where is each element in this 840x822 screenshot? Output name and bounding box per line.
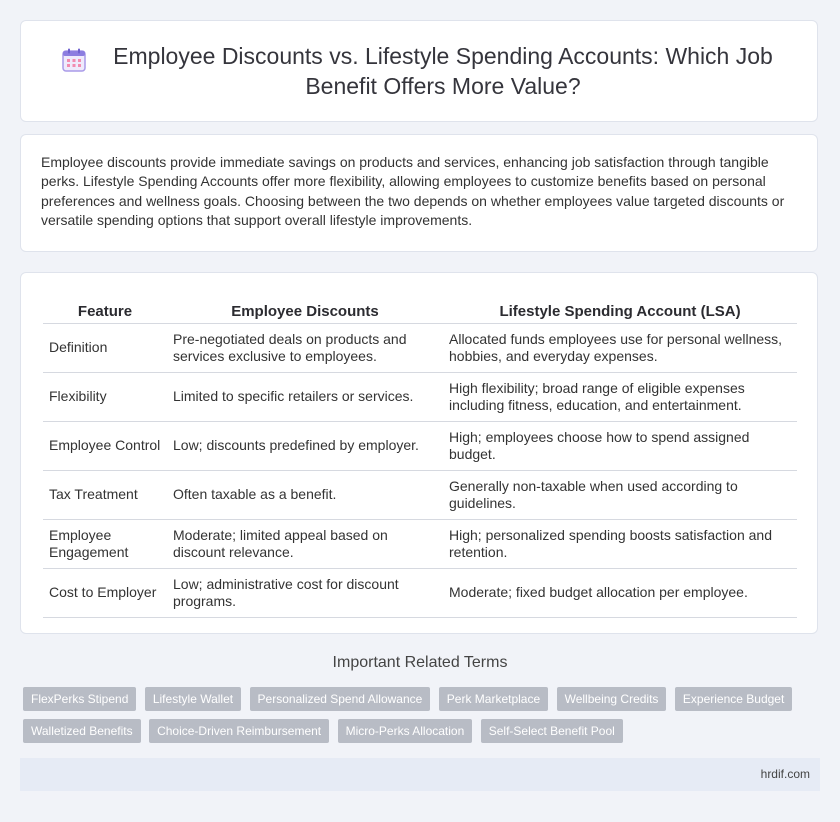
footer-site[interactable]: hrdif.com [760,767,810,781]
row-lsa: Moderate; fixed budget allocation per employee. [443,569,797,618]
intro-paragraph: Employee discounts provide immediate savings on products and services, enhancing job satisfaction through tangible perks. Lifestyle Spending Accounts offer more flexibility, allowing employees to customize benefits based on personal preferences and wellness goals. Choosing between the two depends on whether employees value targeted discounts or versatile spending options that support overall lifestyle improvements. [41,154,785,229]
table-row [43,569,797,618]
row-lsa: High; personalized spending boosts satisfaction and retention. [443,520,797,569]
header-feature: Feature [43,295,167,324]
header-employee-discounts: Employee Discounts [167,295,443,324]
table-row [43,471,797,520]
comparison-table [43,295,797,618]
tag-walletized-benefits[interactable]: Walletized Benefits [23,719,141,743]
table-header-row [43,295,797,324]
row-feature: Employee Control [43,422,167,471]
row-lsa: High; employees choose how to spend assigned budget. [443,422,797,471]
table-row [43,373,797,422]
row-discounts: Moderate; limited appeal based on discount relevance. [167,520,443,569]
row-discounts: Pre-negotiated deals on products and services exclusive to employees. [167,324,443,373]
row-lsa: Generally non-taxable when used according to guidelines. [443,471,797,520]
table-row [43,422,797,471]
table-row [43,520,797,569]
related-terms-tags [23,687,813,751]
tag-flexperks-stipend[interactable]: FlexPerks Stipend [23,687,136,711]
row-discounts: Often taxable as a benefit. [167,471,443,520]
tag-micro-perks-allocation[interactable]: Micro-Perks Allocation [338,719,473,743]
row-discounts: Low; administrative cost for discount programs. [167,569,443,618]
table-row [43,324,797,373]
comparison-card [20,272,818,634]
row-feature: Tax Treatment [43,471,167,520]
calendar-icon [61,47,87,73]
row-discounts: Limited to specific retailers or services. [167,373,443,422]
row-feature: Cost to Employer [43,569,167,618]
tag-experience-budget[interactable]: Experience Budget [675,687,792,711]
intro-card [20,134,818,252]
row-lsa: Allocated funds employees use for personal wellness, hobbies, and everyday expenses. [443,324,797,373]
tag-self-select-benefit-pool[interactable]: Self-Select Benefit Pool [481,719,623,743]
tag-choice-driven-reimbursement[interactable]: Choice-Driven Reimbursement [149,719,329,743]
tag-lifestyle-wallet[interactable]: Lifestyle Wallet [145,687,241,711]
row-discounts: Low; discounts predefined by employer. [167,422,443,471]
tag-personalized-spend-allowance[interactable]: Personalized Spend Allowance [250,687,431,711]
row-lsa: High flexibility; broad range of eligible expenses including fitness, education, and entertainment. [443,373,797,422]
page-title: Employee Discounts vs. Lifestyle Spending Accounts: Which Job Benefit Offers More Value? [113,43,773,99]
title-card [20,20,818,122]
row-feature: Flexibility [43,373,167,422]
row-feature: Employee Engagement [43,520,167,569]
tag-wellbeing-credits[interactable]: Wellbeing Credits [557,687,667,711]
related-terms-title: Important Related Terms [332,654,508,671]
footer [20,758,820,791]
row-feature: Definition [43,324,167,373]
tag-perk-marketplace[interactable]: Perk Marketplace [439,687,548,711]
header-lsa: Lifestyle Spending Account (LSA) [443,295,797,324]
